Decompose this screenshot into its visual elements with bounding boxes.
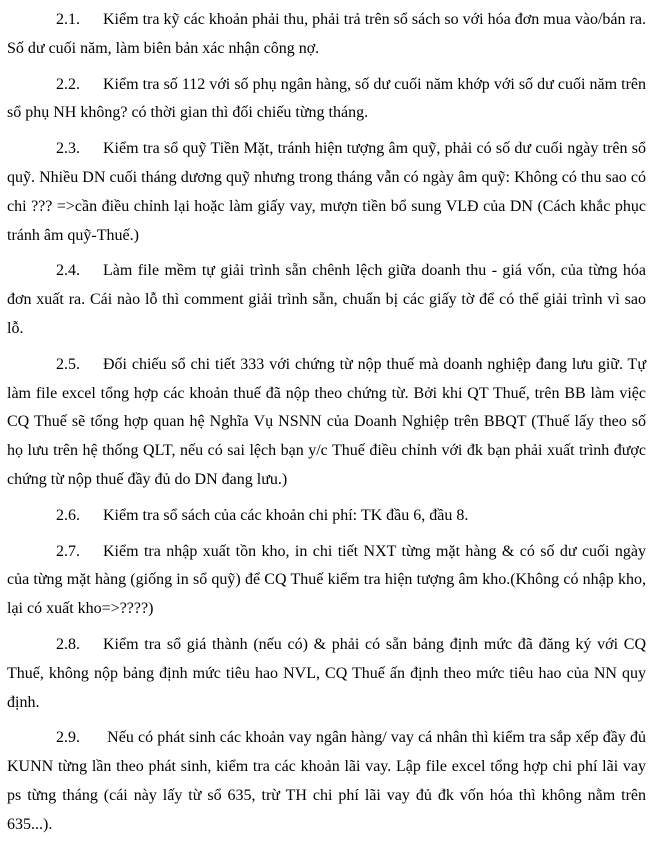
item-number: 2.7. bbox=[56, 542, 80, 560]
item-number: 2.8. bbox=[56, 635, 80, 653]
list-item bbox=[7, 631, 646, 717]
item-number: 2.3. bbox=[56, 140, 80, 158]
list-item bbox=[7, 538, 646, 624]
item-number: 2.6. bbox=[56, 506, 80, 524]
item-text: Nếu có phát sinh các khoản vay ngân hàng/ vay cá nhân thì kiểm tra sắp xếp đầy đủ KUNN từng lần theo phát sinh, kiểm tra các khoản lãi vay. Lập file excel tổng hợp chi phí lãi vay ps từng tháng (cái này lấy từ sổ 635, trừ TH chi phí lãi vay đủ đk vốn hóa thì không nằm trên 635...). bbox=[7, 729, 646, 833]
item-number: 2.9. bbox=[56, 729, 80, 747]
list-item bbox=[7, 502, 646, 531]
item-text: Kiểm tra sổ sách của các khoản chi phí: TK đầu 6, đầu 8. bbox=[103, 506, 469, 524]
list-item bbox=[7, 71, 646, 129]
list-item bbox=[7, 257, 646, 343]
list-item bbox=[7, 6, 646, 64]
item-text: Làm file mềm tự giải trình sẵn chênh lệch giữa doanh thu - giá vốn, của từng hóa đơn xuất ra. Cái nào lỗ thì comment giải trình sẵn, chuẩn bị các giấy tờ để có thể giải trình vì sao lỗ. bbox=[7, 262, 646, 337]
item-text: Kiểm tra sổ giá thành (nếu có) & phải có sẵn bảng định mức đã đăng ký với CQ Thuế, không nộp bảng định mức tiêu hao NVL, CQ Thuế ấn định theo mức tiêu hao của NN quy định. bbox=[7, 635, 646, 711]
item-number: 2.5. bbox=[56, 355, 80, 373]
list-item bbox=[7, 724, 646, 839]
item-number: 2.1. bbox=[56, 11, 80, 28]
item-number: 2.4. bbox=[56, 262, 80, 280]
list-item bbox=[7, 135, 646, 250]
item-text: Kiểm tra sổ quỹ Tiền Mặt, tránh hiện tượng âm quỹ, phải có số dư cuối ngày trên sổ quỹ. Nhiều DN cuối tháng dương quỹ nhưng trong tháng vẫn có ngày âm quỹ: Không có thu sao có chi ??? =>cần điều chỉnh lại hoặc làm giấy vay, mượn tiền bổ sung VLĐ của DN (Cách khắc phục tránh âm quỹ-Thuế.) bbox=[7, 140, 646, 244]
item-text: Kiểm tra nhập xuất tồn kho, in chi tiết NXT từng mặt hàng & có số dư cuối ngày của từng mặt hàng (giống in sổ quỹ) để CQ Thuế kiểm tra hiện tượng âm kho.(Không có nhập kho, lại có xuất kho=>????) bbox=[7, 542, 646, 618]
item-text: Kiểm tra kỹ các khoản phải thu, phải trả trên sổ sách so với hóa đơn mua vào/bán ra. Số dư cuối năm, làm biên bản xác nhận công nợ. bbox=[7, 11, 646, 57]
item-number: 2.2. bbox=[56, 75, 80, 93]
item-text: Kiểm tra số 112 với số phụ ngân hàng, số dư cuối năm khớp với số dư cuối năm trên sổ phụ NH không? có thời gian thì đối chiếu từng tháng. bbox=[7, 75, 646, 122]
item-text: Đối chiếu sổ chi tiết 333 với chứng từ nộp thuế mà doanh nghiệp đang lưu giữ. Tự làm file excel tổng hợp các khoản thuế đã nộp theo chứng từ. Bởi khi QT Thuế, trên BB làm việc CQ Thuế sẽ tổng hợp quan hệ Nghĩa Vụ NSNN của Doanh Nghiệp trên BBQT (Thuế lấy theo số họ lưu trên hệ thống QLT, nếu có sai lệch bạn y/c Thuế điều chỉnh với đk bạn phải xuất trình được chứng từ nộp thuế đầy đủ do DN đang lưu.) bbox=[7, 355, 646, 488]
list-item bbox=[7, 351, 646, 495]
